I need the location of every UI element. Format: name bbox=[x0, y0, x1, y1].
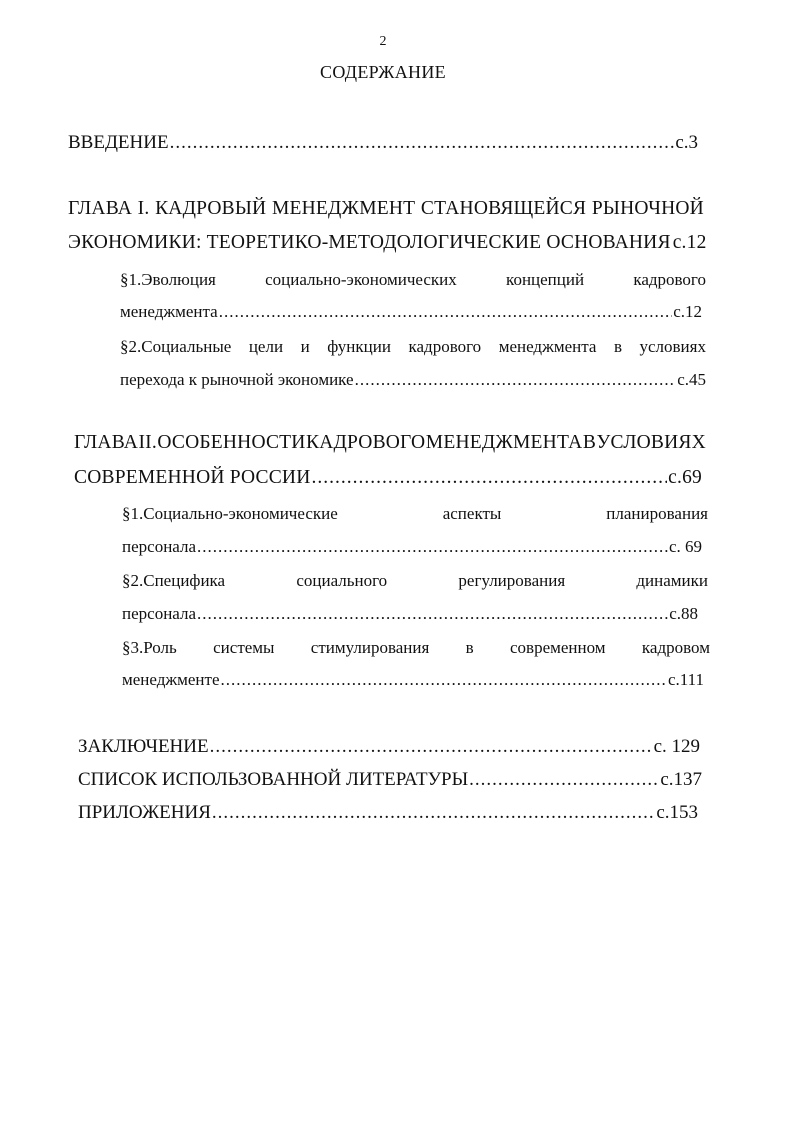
toc-word: системы bbox=[213, 638, 275, 657]
toc-page-number: с. 129 bbox=[653, 736, 700, 757]
toc-page-number: с.3 bbox=[675, 132, 698, 153]
dot-leader bbox=[197, 537, 668, 557]
page-number: 2 bbox=[379, 34, 387, 49]
dot-leader bbox=[312, 467, 668, 489]
toc-word: социального bbox=[296, 571, 388, 590]
toc-section-2-1-line-1[interactable] bbox=[122, 504, 708, 524]
toc-word: кадрового bbox=[408, 337, 482, 356]
toc-entry-title: менеджмента bbox=[120, 302, 218, 321]
toc-word: планирования bbox=[606, 504, 708, 523]
toc-word: менеджмента bbox=[498, 337, 597, 356]
toc-entry-title: ПРИЛОЖЕНИЯ bbox=[78, 802, 211, 823]
toc-section-2-3-line-2[interactable] bbox=[122, 670, 704, 690]
toc-section-1-1-line-2[interactable] bbox=[120, 302, 702, 322]
toc-section-1-2-line-2[interactable] bbox=[120, 370, 706, 390]
toc-page-number: с.12 bbox=[672, 232, 707, 253]
toc-section-2-1-line-2[interactable] bbox=[122, 537, 702, 557]
toc-word: УСЛОВИЯХ bbox=[596, 432, 706, 453]
toc-entry-intro[interactable] bbox=[68, 132, 698, 154]
toc-word: цели bbox=[248, 337, 284, 356]
toc-entry-conclusion[interactable] bbox=[78, 736, 700, 758]
toc-word: ГЛАВА bbox=[74, 432, 138, 453]
toc-page-number: с.137 bbox=[660, 769, 702, 790]
toc-entry-appendix[interactable] bbox=[78, 802, 698, 824]
toc-word: регулирования bbox=[458, 571, 566, 590]
toc-page-number: с.153 bbox=[656, 802, 698, 823]
toc-entry-title: ВВЕДЕНИЕ bbox=[68, 132, 169, 153]
toc-page-number: с.88 bbox=[669, 604, 698, 623]
toc-word: кадровом bbox=[641, 638, 710, 657]
toc-word: ОСОБЕННОСТИ bbox=[157, 432, 306, 453]
toc-entry-title: персонала bbox=[122, 537, 197, 556]
dot-leader bbox=[197, 604, 668, 624]
toc-word: концепций bbox=[506, 270, 585, 289]
dot-leader bbox=[170, 132, 675, 154]
toc-word: в bbox=[613, 337, 622, 356]
dot-leader bbox=[210, 736, 653, 758]
toc-page-number: с.12 bbox=[673, 302, 702, 321]
toc-entry-title: менеджменте bbox=[122, 670, 220, 689]
dot-leader bbox=[469, 769, 659, 791]
toc-word: аспекты bbox=[442, 504, 502, 523]
toc-entry-title: персонала bbox=[122, 604, 197, 623]
toc-word: и bbox=[300, 337, 310, 356]
toc-word: КАДРОВОГО bbox=[306, 432, 426, 453]
toc-word: современном bbox=[510, 638, 606, 657]
toc-chapter-2-line-1[interactable] bbox=[74, 432, 706, 454]
toc-entry-title: СОВРЕМЕННОЙ РОССИИ bbox=[74, 467, 311, 488]
toc-word: §1.Эволюция bbox=[120, 270, 216, 289]
toc-word: СТАНОВЯЩЕЙСЯ bbox=[420, 198, 587, 219]
dot-leader bbox=[212, 802, 655, 824]
toc-word: МЕНЕДЖМЕНТ bbox=[271, 198, 416, 219]
toc-word: §2.Специфика bbox=[122, 571, 226, 590]
toc-word: I. bbox=[137, 198, 150, 219]
toc-word: КАДРОВЫЙ bbox=[155, 198, 267, 219]
toc-section-2-2-line-1[interactable] bbox=[122, 571, 708, 591]
toc-entry-title: ЭКОНОМИКИ: ТЕОРЕТИКО-МЕТОДОЛОГИЧЕСКИЕ ОСНОВАНИЯ bbox=[68, 232, 671, 253]
toc-chapter-1-line-2[interactable] bbox=[68, 232, 707, 254]
toc-word: социально-экономических bbox=[265, 270, 457, 289]
toc-section-2-3-line-1[interactable] bbox=[122, 638, 710, 658]
toc-word: функции bbox=[327, 337, 391, 356]
toc-word: динамики bbox=[636, 571, 708, 590]
toc-page-number: с.69 bbox=[668, 467, 702, 488]
toc-word: §3.Роль bbox=[122, 638, 177, 657]
toc-page-number: с.45 bbox=[677, 370, 706, 389]
dot-leader bbox=[221, 670, 667, 690]
toc-section-1-1-line-1[interactable] bbox=[120, 270, 706, 290]
toc-chapter-1-line-1[interactable] bbox=[68, 198, 704, 220]
dot-leader bbox=[355, 370, 677, 390]
toc-page-number: с.111 bbox=[667, 670, 704, 689]
page-title: СОДЕРЖАНИЕ bbox=[320, 62, 446, 82]
toc-word: МЕНЕДЖМЕНТА bbox=[425, 432, 583, 453]
toc-word: §2.Социальные bbox=[120, 337, 232, 356]
toc-word: РЫНОЧНОЙ bbox=[591, 198, 704, 219]
toc-word: II. bbox=[138, 432, 157, 453]
toc-word: В bbox=[582, 432, 597, 453]
toc-entry-title: СПИСОК ИСПОЛЬЗОВАННОЙ ЛИТЕРАТУРЫ bbox=[78, 769, 469, 790]
dot-leader bbox=[219, 302, 673, 322]
toc-word: ГЛАВА bbox=[68, 198, 132, 219]
toc-entry-bibliography[interactable] bbox=[78, 769, 702, 791]
toc-section-1-2-line-1[interactable] bbox=[120, 337, 706, 357]
toc-section-2-2-line-2[interactable] bbox=[122, 604, 698, 624]
toc-entry-title: ЗАКЛЮЧЕНИЕ bbox=[78, 736, 209, 757]
toc-entry-title: перехода к рыночной экономике bbox=[120, 370, 354, 389]
toc-word: кадрового bbox=[633, 270, 706, 289]
toc-word: §1.Социально-экономические bbox=[122, 504, 338, 523]
toc-chapter-2-line-2[interactable] bbox=[74, 467, 702, 489]
toc-word: стимулирования bbox=[310, 638, 430, 657]
toc-page-number: с. 69 bbox=[668, 537, 702, 556]
toc-word: условиях bbox=[639, 337, 706, 356]
toc-word: в bbox=[465, 638, 474, 657]
